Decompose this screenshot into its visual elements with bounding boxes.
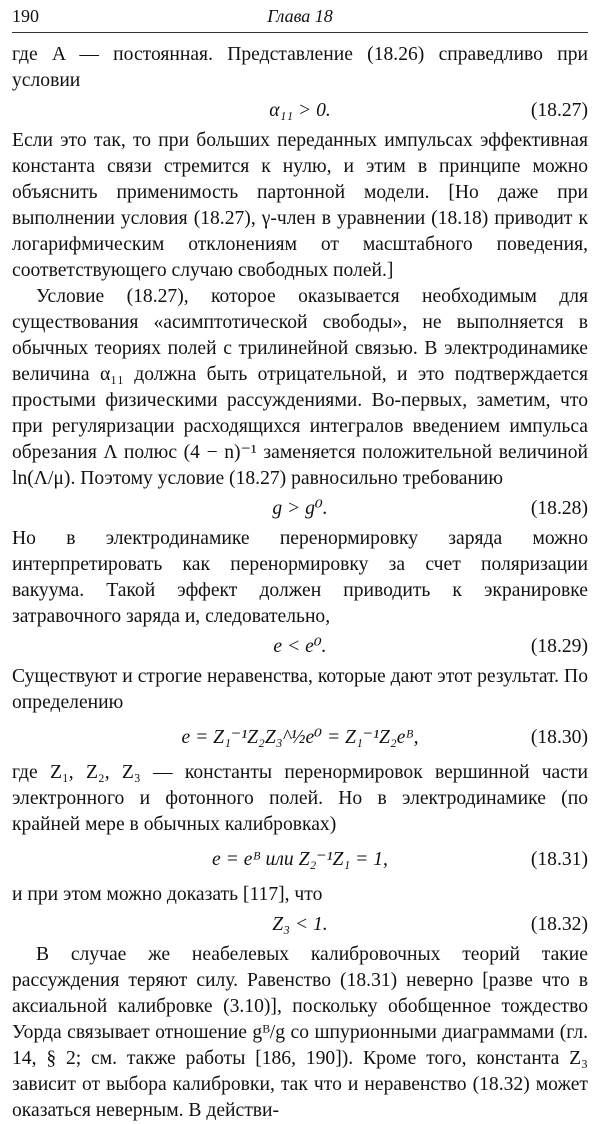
paragraph-7: и при этом можно доказать [117], что bbox=[12, 884, 323, 905]
equation-formula: e = Z₁⁻¹Z₂Z₃^½e⁰ = Z₁⁻¹Z₂eᴮ, bbox=[181, 727, 419, 748]
page-number: 190 bbox=[12, 6, 39, 26]
header-rule bbox=[12, 32, 588, 33]
equation-18-29 bbox=[12, 632, 588, 662]
equation-18-30 bbox=[12, 718, 588, 758]
equation-18-27 bbox=[12, 96, 588, 126]
paragraph-1: где A — постоянная. Представление (18.26) справедливо при условии bbox=[12, 44, 588, 91]
page-header bbox=[12, 6, 588, 32]
equation-18-31 bbox=[12, 840, 588, 880]
paragraph-3: Условие (18.27), которое оказывается необходимым для существования «асимптотической свободы», не выполняется в обычных теориях полей с трилинейной связью. В электродинамике величина α₁₁ должна быть отрицательной, и это подтверждается простыми физическими рассуждениями. Во-первых, заметим, что при регуляризации расходящихся интегралов введением импульса обрезания Λ полюс (4 − n)⁻¹ заменяется положительной величиной ln(Λ/μ). Поэтому условие (18.27) равносильно требованию bbox=[12, 286, 588, 489]
paragraph-8: В случае же неабелевых калибровочных теорий такие рассуждения теряют силу. Равенство (18.31) неверно [разве что в аксиальной калибровке (3.10)], поскольку обобщенное тождество Уорда связывает отношение gᴮ/g со шпурионными диаграммами (гл. 14, § 2; см. также работы [186, 190]). Кроме того, константа Z₃ зависит от выбора калибровки, так что и неравенство (18.32) может оказаться неверным. В действи- bbox=[12, 944, 588, 1121]
paragraph-5: Существуют и строгие неравенства, которые дают этот результат. По определению bbox=[12, 666, 588, 713]
running-title: Глава 18 bbox=[267, 6, 333, 26]
equation-18-32 bbox=[12, 910, 588, 940]
paragraph-4: Но в электродинамике перенормировку заряда можно интерпретировать как перенормировку за счет поляризации вакуума. Такой эффект должен приводить к экранировке затравочного заряда и, следовательно, bbox=[12, 528, 588, 627]
equation-number: (18.29) bbox=[530, 636, 588, 657]
equation-formula: g > g⁰. bbox=[272, 498, 328, 519]
equation-number: (18.30) bbox=[530, 727, 588, 748]
equation-formula: α₁₁ > 0. bbox=[269, 100, 331, 121]
equation-number: (18.28) bbox=[530, 498, 588, 519]
paragraph-2: Если это так, то при больших переданных импульсах эффективная константа связи стремится к нулю, и этим в принципе можно объяснить применимость партонной модели. [Но даже при выполнении условия (18.27), γ-член в уравнении (18.18) приводит к логарифмическим отклонениям от масштабного поведения, соответствующего случаю свободных полей.] bbox=[12, 130, 588, 281]
equation-18-28 bbox=[12, 494, 588, 524]
page-body bbox=[12, 42, 588, 1124]
equation-formula: Z₃ < 1. bbox=[272, 914, 328, 935]
paragraph-6: где Z₁, Z₂, Z₃ — константы перенормировок вершинной части электронного и фотонного полей. Но в электродинамике (по крайней мере в обычных калибровках) bbox=[12, 762, 588, 835]
equation-formula: e < e⁰. bbox=[273, 636, 327, 657]
equation-number: (18.32) bbox=[530, 914, 588, 935]
equation-number: (18.27) bbox=[530, 100, 588, 121]
equation-number: (18.31) bbox=[530, 849, 588, 870]
equation-formula: e = eᴮ или Z₂⁻¹Z₁ = 1, bbox=[212, 849, 388, 870]
